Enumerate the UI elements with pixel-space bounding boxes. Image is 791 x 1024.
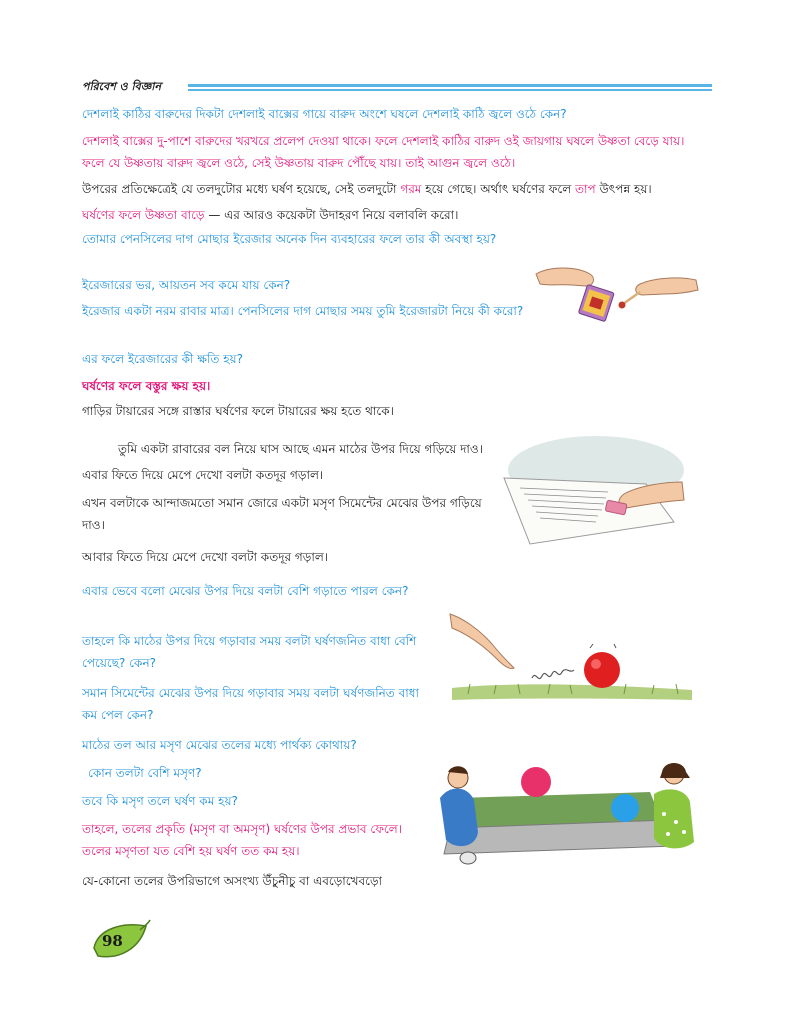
boy-body: [440, 788, 478, 846]
page-header: [82, 76, 712, 100]
activity-cement: এখন বলটাকে আন্দাজমতো সমান জোরে একটা মসৃণ সিমেন্টের মেঝের উপর গড়িয়ে দাও।: [82, 496, 482, 532]
question-surface-difference: মাঠের তল আর মসৃণ মেঝের তলের মধ্যে পার্থক্য কোথায়?: [82, 738, 357, 752]
tyre-statement: গাড়ির টায়ারের সঙ্গে রাস্তার ঘর্ষণের ফলে টায়ারের ক্ষয় হতে থাকে।: [82, 404, 394, 418]
page-number: 98: [102, 932, 123, 950]
matchstick-illustration: [528, 252, 703, 327]
heat-text-a: উপরের প্রতিক্ষেত্রেই যে তলদুটোর মধ্যে ঘর্ষণ হয়েছে, সেই তলদুটো: [82, 182, 401, 196]
ball-highlight: [591, 659, 601, 669]
conclusion-line2: তলের মসৃণতা যত বেশি হয় ঘর্ষণ তত কম হয়।: [82, 844, 300, 858]
bounce-marks: [590, 644, 616, 648]
question-cement-friction: সমান সিমেন্টের মেঝের উপর দিয়ে গড়াবার সময় বলটা ঘর্ষণজনিত বাধা কম পেল কেন?: [82, 686, 419, 722]
question-field-friction: তাহলে কি মাঠের উপর দিয়ে গড়াবার সময় বলটা ঘর্ষণজনিত বাধা বেশি পেয়েছে? কেন?: [82, 634, 417, 670]
question-roll-further: এবার ভেবে বলো মেঝের উপর দিয়ে বলটা বেশি গড়াতে পারল কেন?: [82, 584, 409, 598]
heat-word-heat: তাপ: [574, 182, 596, 196]
question-matchstick: দেশলাই কাঠির বারুদের দিকটা দেশলাই বাক্সের গায়ে বারুদ অংশে ঘষলে দেশলাই কাঠি জ্বলে ওঠে কেন?: [82, 107, 567, 121]
conclusion-line1: তাহলে, তলের প্রকৃতি (মসৃণ বা অমসৃণ) ঘর্ষণের উপর প্রভাব ফেলে।: [82, 822, 403, 836]
heat-text-c: উৎপন্ন হয়।: [595, 182, 652, 196]
question-eraser-use: ইরেজার একটা নরম রাবার মাত্র। পেনসিলের দাগ মোছার সময় তুমি ইরেজারটা নিয়ে কী করো?: [82, 304, 524, 318]
girl-body: [654, 789, 694, 848]
examples-highlight: ঘর্ষণের ফলে উষ্ণতা বাড়ে: [82, 208, 205, 222]
examples-prompt: [82, 204, 458, 226]
header-title: পরিবেশ ও বিজ্ঞান: [82, 80, 162, 93]
ball-grass-illustration: [448, 608, 694, 706]
blue-ball-icon: [611, 794, 639, 822]
matchbox-icon: [578, 284, 614, 321]
header-rule-thin: [188, 89, 712, 91]
children-floor-illustration: [428, 756, 704, 868]
question-eraser-loss: এর ফলে ইরেজারের কী ক্ষতি হয়?: [82, 352, 243, 366]
pink-ball-icon: [521, 767, 551, 797]
eraser-illustration: [478, 426, 686, 546]
matchstick-icon: [623, 292, 640, 304]
question-less-friction: তবে কি মসৃণ তলে ঘর্ষণ কম হয়?: [82, 794, 238, 808]
wear-conclusion: ঘর্ষণের ফলে বস্তুর ক্ষয় হয়।: [82, 379, 211, 393]
surface-statement: যে-কোনো তলের উপরিভাগে অসংখ্য উঁচুনীচু বা এবড়োখেবড়ো: [82, 874, 383, 888]
tape-measure-icon: [460, 852, 476, 864]
activity-grass: তুমি একটা রাবারের বল নিয়ে ঘাস আছে এমন মাঠের উপর দিয়ে গড়িয়ে দাও।: [118, 442, 484, 456]
heat-text-b: হয়ে গেছে। অর্থাৎ ঘর্ষণের ফলে: [421, 182, 575, 196]
girl-hair: [660, 763, 690, 778]
motion-trail-icon: [532, 670, 574, 679]
examples-text: — এর আরও কয়েকটা উদাহরণ নিয়ে বলাবলি করো।: [204, 208, 459, 222]
right-hand-shape: [636, 278, 698, 295]
question-smoother: কোন তলটা বেশি মসৃণ?: [88, 766, 202, 780]
answer-matchstick-line2: ফলে যে উষ্ণতায় বারুদ জ্বলে ওঠে, সেই উষ্ণতায় বারুদ পৌঁছে যায়। তাই আগুন জ্বলে ওঠে।: [82, 156, 516, 170]
measure-instruction-1: এবার ফিতে দিয়ে মেপে দেখো বলটা কতদূর গড়াল।: [82, 468, 324, 482]
measure-instruction-2: আবার ফিতে দিয়ে মেপে দেখো বলটা কতদূর গড়াল।: [82, 550, 329, 564]
question-eraser-mass: ইরেজারের ভর, আয়তন সব কমে যায় কেন?: [82, 278, 291, 292]
heat-statement: [82, 178, 652, 200]
hand-shape: [450, 614, 514, 669]
header-rule: [188, 84, 712, 87]
red-ball-icon: [584, 652, 620, 688]
left-hand-shape: [536, 268, 593, 286]
question-eraser-state: তোমার পেনসিলের দাগ মোছার ইরেজার অনেক দিন ব্যবহারের ফলে তার কী অবস্থা হয়?: [82, 232, 497, 246]
match-head-icon: [619, 302, 626, 309]
heat-word-hot: গরম: [400, 182, 422, 196]
answer-matchstick-line1: দেশলাই বাক্সের দু-পাশে বারুদের খরখরে প্রলেপ দেওয়া থাকে। ফলে দেশলাই কাঠির বারুদ ওই জায়গায় ঘষলে উষ্ণতা বেড়ে যায়।: [82, 134, 685, 148]
